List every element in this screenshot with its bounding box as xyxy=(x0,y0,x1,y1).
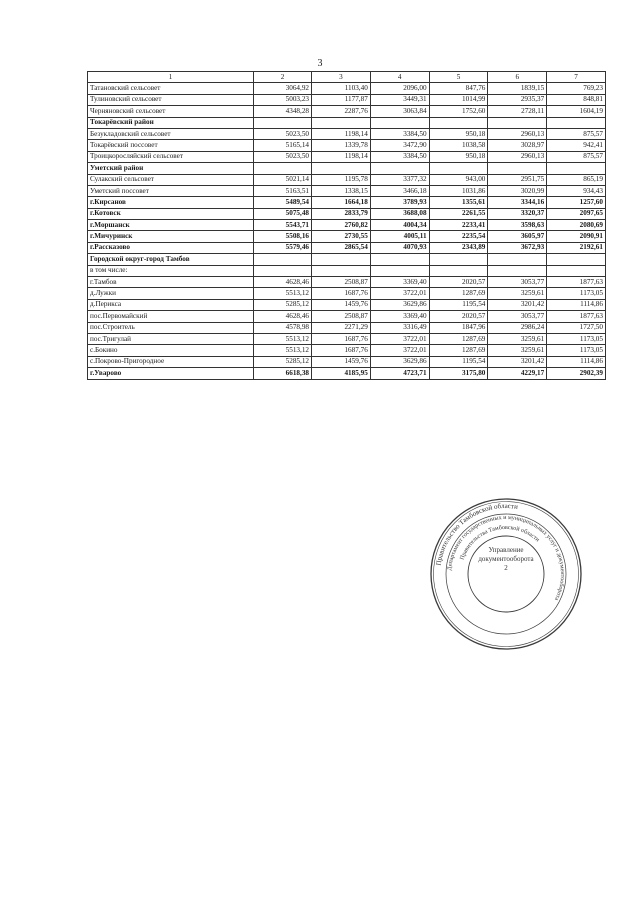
row-label-cell: г.Котовск xyxy=(88,208,254,219)
value-cell: 3688,08 xyxy=(370,208,429,219)
table-row xyxy=(88,151,606,162)
value-cell xyxy=(547,254,606,265)
row-label-cell: с.Бокино xyxy=(88,345,254,356)
value-cell: 3598,63 xyxy=(488,220,547,231)
row-label-cell: Уметский район xyxy=(88,163,254,174)
table-row xyxy=(88,185,606,196)
value-cell: 1355,61 xyxy=(429,197,488,208)
value-cell: 3316,49 xyxy=(370,322,429,333)
value-cell: 1877,63 xyxy=(547,277,606,288)
value-cell: 4628,46 xyxy=(254,311,312,322)
value-cell: 934,43 xyxy=(547,185,606,196)
row-label-cell: г.Моршанск xyxy=(88,220,254,231)
row-label-cell: Черняновский сельсовет xyxy=(88,106,254,117)
row-label-cell: пос.Первомайский xyxy=(88,311,254,322)
value-cell: 1839,15 xyxy=(488,83,547,94)
value-cell: 2020,57 xyxy=(429,277,488,288)
value-cell xyxy=(429,163,488,174)
value-cell: 847,76 xyxy=(429,83,488,94)
row-label-cell: д.Лужки xyxy=(88,288,254,299)
value-cell: 1173,05 xyxy=(547,288,606,299)
data-table xyxy=(87,71,606,380)
value-cell: 5165,14 xyxy=(254,140,312,151)
value-cell: 3384,50 xyxy=(370,128,429,139)
value-cell: 1339,78 xyxy=(312,140,371,151)
value-cell: 3175,80 xyxy=(429,368,488,379)
value-cell: 2233,41 xyxy=(429,220,488,231)
value-cell: 1338,15 xyxy=(312,185,371,196)
value-cell xyxy=(488,117,547,128)
value-cell: 3344,16 xyxy=(488,197,547,208)
column-header: 1 xyxy=(88,72,254,83)
value-cell: 3053,77 xyxy=(488,277,547,288)
value-cell: 1195,78 xyxy=(312,174,371,185)
row-label-cell: пос.Строитель xyxy=(88,322,254,333)
value-cell: 5579,46 xyxy=(254,242,312,253)
value-cell xyxy=(312,265,371,276)
value-cell xyxy=(547,117,606,128)
value-cell: 3605,97 xyxy=(488,231,547,242)
row-label-cell: Сулакский сельсовет xyxy=(88,174,254,185)
official-seal xyxy=(428,496,584,652)
value-cell: 1103,40 xyxy=(312,83,371,94)
value-cell: 3466,18 xyxy=(370,185,429,196)
seal-graphic xyxy=(428,496,584,652)
value-cell: 3259,61 xyxy=(488,333,547,344)
value-cell: 1287,69 xyxy=(429,288,488,299)
value-cell: 1752,60 xyxy=(429,106,488,117)
seal-middle-text: Департамент государственных и муниципальных услуг и документооборота xyxy=(447,514,566,602)
value-cell: 3369,40 xyxy=(370,311,429,322)
value-cell: 3369,40 xyxy=(370,277,429,288)
value-cell: 1287,69 xyxy=(429,333,488,344)
value-cell: 2343,89 xyxy=(429,242,488,253)
row-label-cell: г.Уварово xyxy=(88,368,254,379)
value-cell: 1114,86 xyxy=(547,356,606,367)
value-cell: 2271,29 xyxy=(312,322,371,333)
table-row xyxy=(88,368,606,379)
value-cell: 5285,12 xyxy=(254,356,312,367)
value-cell: 1664,18 xyxy=(312,197,371,208)
value-cell: 4005,11 xyxy=(370,231,429,242)
value-cell: 2760,82 xyxy=(312,220,371,231)
value-cell: 875,57 xyxy=(547,151,606,162)
table-row xyxy=(88,277,606,288)
value-cell: 769,23 xyxy=(547,83,606,94)
value-cell: 4229,17 xyxy=(488,368,547,379)
value-cell: 3377,32 xyxy=(370,174,429,185)
value-cell: 2508,87 xyxy=(312,277,371,288)
value-cell: 1195,54 xyxy=(429,299,488,310)
table-row xyxy=(88,128,606,139)
value-cell: 5513,12 xyxy=(254,288,312,299)
value-cell: 3201,42 xyxy=(488,299,547,310)
value-cell: 2902,39 xyxy=(547,368,606,379)
row-label-cell: Уметский поссовет xyxy=(88,185,254,196)
value-cell: 1687,76 xyxy=(312,333,371,344)
value-cell: 3028,97 xyxy=(488,140,547,151)
value-cell xyxy=(254,254,312,265)
value-cell xyxy=(312,254,371,265)
table-row xyxy=(88,299,606,310)
value-cell: 2960,13 xyxy=(488,151,547,162)
value-cell: 3722,01 xyxy=(370,288,429,299)
value-cell: 1257,60 xyxy=(547,197,606,208)
value-cell: 950,18 xyxy=(429,151,488,162)
table-row xyxy=(88,288,606,299)
value-cell xyxy=(370,163,429,174)
row-label-cell: Тулиновский сельсовет xyxy=(88,94,254,105)
value-cell: 942,41 xyxy=(547,140,606,151)
value-cell: 5021,14 xyxy=(254,174,312,185)
value-cell: 2865,54 xyxy=(312,242,371,253)
value-cell: 4348,28 xyxy=(254,106,312,117)
column-header: 5 xyxy=(429,72,488,83)
value-cell: 943,00 xyxy=(429,174,488,185)
value-cell xyxy=(254,163,312,174)
column-header: 4 xyxy=(370,72,429,83)
row-label-cell: Токарёвский район xyxy=(88,117,254,128)
value-cell: 1177,87 xyxy=(312,94,371,105)
table-row xyxy=(88,242,606,253)
value-cell: 2097,65 xyxy=(547,208,606,219)
column-header: 2 xyxy=(254,72,312,83)
value-cell: 2508,87 xyxy=(312,311,371,322)
value-cell xyxy=(488,265,547,276)
value-cell xyxy=(488,163,547,174)
table-row xyxy=(88,197,606,208)
value-cell: 2090,91 xyxy=(547,231,606,242)
row-label-cell: г.Кирсанов xyxy=(88,197,254,208)
value-cell: 5513,12 xyxy=(254,333,312,344)
seal-inner-text: Правительства Тамбовской области xyxy=(459,524,541,561)
column-header: 6 xyxy=(488,72,547,83)
table-row xyxy=(88,106,606,117)
seal-center-number: 2 xyxy=(504,563,508,572)
value-cell: 1031,86 xyxy=(429,185,488,196)
row-label-cell: Троицкоросляйский сельсовет xyxy=(88,151,254,162)
row-label-cell: Татановский сельсовет xyxy=(88,83,254,94)
value-cell: 5163,51 xyxy=(254,185,312,196)
table-row xyxy=(88,254,606,265)
value-cell: 5075,48 xyxy=(254,208,312,219)
value-cell: 1198,14 xyxy=(312,128,371,139)
seal-outer-text: Правительство Тамбовской области xyxy=(434,501,519,567)
value-cell: 1014,99 xyxy=(429,94,488,105)
value-cell: 2728,11 xyxy=(488,106,547,117)
value-cell: 2833,79 xyxy=(312,208,371,219)
value-cell xyxy=(312,163,371,174)
value-cell: 5285,12 xyxy=(254,299,312,310)
value-cell: 2235,54 xyxy=(429,231,488,242)
value-cell xyxy=(370,265,429,276)
row-label-cell: с.Покрово-Пригородное xyxy=(88,356,254,367)
value-cell: 4185,95 xyxy=(312,368,371,379)
table-row xyxy=(88,231,606,242)
value-cell: 2730,55 xyxy=(312,231,371,242)
value-cell: 865,19 xyxy=(547,174,606,185)
value-cell: 1198,14 xyxy=(312,151,371,162)
column-header: 7 xyxy=(547,72,606,83)
table-row xyxy=(88,333,606,344)
value-cell: 875,57 xyxy=(547,128,606,139)
value-cell: 848,81 xyxy=(547,94,606,105)
value-cell: 1173,05 xyxy=(547,345,606,356)
value-cell: 3629,86 xyxy=(370,356,429,367)
table-row xyxy=(88,322,606,333)
row-label-cell: Безукладовский сельсовет xyxy=(88,128,254,139)
value-cell xyxy=(429,265,488,276)
value-cell: 3259,61 xyxy=(488,345,547,356)
value-cell: 1877,63 xyxy=(547,311,606,322)
value-cell xyxy=(254,117,312,128)
value-cell: 1287,69 xyxy=(429,345,488,356)
table-row xyxy=(88,94,606,105)
value-cell: 1038,58 xyxy=(429,140,488,151)
value-cell: 5489,54 xyxy=(254,197,312,208)
value-cell: 5508,16 xyxy=(254,231,312,242)
row-label-cell: д.Перикса xyxy=(88,299,254,310)
value-cell xyxy=(488,254,547,265)
row-label-cell: г.Мичуринск xyxy=(88,231,254,242)
table-row xyxy=(88,163,606,174)
table-row xyxy=(88,356,606,367)
value-cell xyxy=(547,163,606,174)
value-cell: 3063,84 xyxy=(370,106,429,117)
value-cell: 4578,98 xyxy=(254,322,312,333)
value-cell: 3472,90 xyxy=(370,140,429,151)
value-cell: 1847,96 xyxy=(429,322,488,333)
seal-center xyxy=(474,546,538,572)
value-cell: 2020,57 xyxy=(429,311,488,322)
value-cell: 1687,76 xyxy=(312,288,371,299)
value-cell: 1195,54 xyxy=(429,356,488,367)
value-cell: 5003,23 xyxy=(254,94,312,105)
value-cell xyxy=(312,117,371,128)
value-cell: 3064,92 xyxy=(254,83,312,94)
value-cell: 5543,71 xyxy=(254,220,312,231)
value-cell: 3672,93 xyxy=(488,242,547,253)
value-cell: 3722,01 xyxy=(370,333,429,344)
table-row xyxy=(88,311,606,322)
column-header: 3 xyxy=(312,72,371,83)
value-cell: 3789,93 xyxy=(370,197,429,208)
table-row xyxy=(88,140,606,151)
value-cell: 3384,50 xyxy=(370,151,429,162)
table-row xyxy=(88,208,606,219)
value-cell: 2287,76 xyxy=(312,106,371,117)
table-row xyxy=(88,265,606,276)
row-label-cell: пос.Тригулай xyxy=(88,333,254,344)
value-cell: 4070,93 xyxy=(370,242,429,253)
value-cell: 3201,42 xyxy=(488,356,547,367)
table-header-row xyxy=(88,72,606,83)
value-cell: 1173,05 xyxy=(547,333,606,344)
seal-center-title: Управление документооборота xyxy=(478,546,534,563)
value-cell: 2951,75 xyxy=(488,174,547,185)
value-cell: 5023,50 xyxy=(254,128,312,139)
value-cell: 2192,61 xyxy=(547,242,606,253)
table-row xyxy=(88,117,606,128)
value-cell: 3053,77 xyxy=(488,311,547,322)
page-number: 3 xyxy=(317,58,323,69)
value-cell: 1114,86 xyxy=(547,299,606,310)
table-row xyxy=(88,174,606,185)
value-cell: 5023,50 xyxy=(254,151,312,162)
value-cell: 3722,01 xyxy=(370,345,429,356)
value-cell: 1687,76 xyxy=(312,345,371,356)
value-cell xyxy=(429,117,488,128)
value-cell: 4628,46 xyxy=(254,277,312,288)
value-cell xyxy=(547,265,606,276)
value-cell: 6618,38 xyxy=(254,368,312,379)
value-cell: 1604,19 xyxy=(547,106,606,117)
table-row xyxy=(88,83,606,94)
value-cell: 1727,50 xyxy=(547,322,606,333)
table-row xyxy=(88,220,606,231)
row-label-cell: г.Рассказово xyxy=(88,242,254,253)
value-cell: 2080,69 xyxy=(547,220,606,231)
value-cell: 2096,00 xyxy=(370,83,429,94)
row-label-cell: Городской округ-город Тамбов xyxy=(88,254,254,265)
value-cell xyxy=(370,117,429,128)
value-cell: 2261,55 xyxy=(429,208,488,219)
value-cell: 1459,76 xyxy=(312,356,371,367)
value-cell: 3320,37 xyxy=(488,208,547,219)
value-cell: 1459,76 xyxy=(312,299,371,310)
value-cell: 3629,86 xyxy=(370,299,429,310)
row-label-cell: г.Тамбов xyxy=(88,277,254,288)
value-cell: 3020,99 xyxy=(488,185,547,196)
value-cell: 4004,34 xyxy=(370,220,429,231)
table-row xyxy=(88,345,606,356)
value-cell xyxy=(429,254,488,265)
value-cell: 3449,31 xyxy=(370,94,429,105)
value-cell: 2986,24 xyxy=(488,322,547,333)
value-cell xyxy=(370,254,429,265)
value-cell: 5513,12 xyxy=(254,345,312,356)
value-cell xyxy=(254,265,312,276)
row-label-cell: в том числе: xyxy=(88,265,254,276)
value-cell: 4723,71 xyxy=(370,368,429,379)
row-label-cell: Токарёвский поссовет xyxy=(88,140,254,151)
value-cell: 2935,37 xyxy=(488,94,547,105)
value-cell: 3259,61 xyxy=(488,288,547,299)
value-cell: 2960,13 xyxy=(488,128,547,139)
value-cell: 950,18 xyxy=(429,128,488,139)
